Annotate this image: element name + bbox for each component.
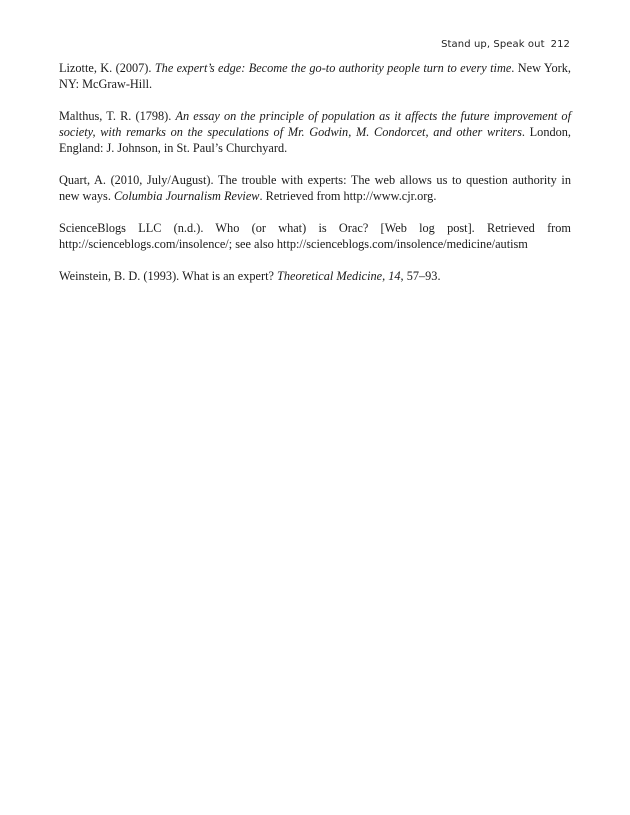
reference-journal: Theoretical Medicine, 14 bbox=[277, 269, 401, 283]
reference-title: An essay on the principle of population as it affects the future improvement of society, with remarks on the speculations of Mr. Godwin, M. Condorcet, and other writers bbox=[59, 109, 571, 139]
reference-text: Lizotte, K. (2007). bbox=[59, 61, 155, 75]
running-header bbox=[441, 39, 570, 50]
reference-quart bbox=[59, 172, 571, 204]
reference-text: ScienceBlogs LLC (n.d.). Who (or what) is Orac? [Web log post]. Retrieved from http://scienceblogs.com/insolence/; see also http://scienceblogs.com/insolence/medicine/autism bbox=[59, 221, 571, 251]
reference-title: The expert’s edge: Become the go-to authority people turn to every time bbox=[154, 61, 512, 75]
reference-publisher: . New York, NY: McGraw-Hill. bbox=[59, 61, 571, 91]
reference-malthus bbox=[59, 108, 571, 156]
reference-journal: Columbia Journalism Review bbox=[113, 189, 260, 203]
page-number: 212 bbox=[550, 39, 570, 50]
reference-lizotte bbox=[59, 60, 571, 92]
reference-text: Quart, A. (2010, July/August). The trouble with experts: The web allows us to question authority in new ways. bbox=[59, 173, 571, 203]
running-title: Stand up, Speak out bbox=[441, 39, 545, 50]
reference-retrieval: . Retrieved from http://www.cjr.org. bbox=[259, 189, 437, 203]
reference-weinstein bbox=[59, 268, 571, 284]
reference-publisher: . London, England: J. Johnson, in St. Paul’s Churchyard. bbox=[59, 125, 571, 155]
reference-scienceblogs bbox=[59, 220, 571, 252]
reference-list bbox=[59, 60, 571, 300]
reference-pages: , 57–93. bbox=[400, 269, 441, 283]
reference-text: Malthus, T. R. (1798). bbox=[59, 109, 176, 123]
reference-text: Weinstein, B. D. (1993). What is an expert? bbox=[59, 269, 278, 283]
